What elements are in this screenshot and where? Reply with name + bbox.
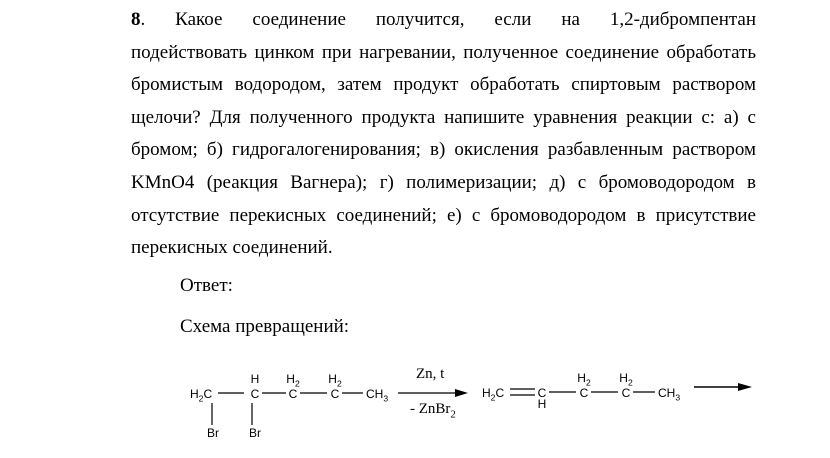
scheme-title: Схема превращений: bbox=[180, 316, 350, 337]
problem-line-5: бромом; б) гидрогалогенирования; в) окисления разбавленным раствором bbox=[131, 139, 756, 161]
arrow-head bbox=[738, 383, 752, 391]
product-c4: C bbox=[621, 386, 631, 400]
reactant-structure bbox=[190, 372, 388, 440]
product-c2: C bbox=[537, 386, 547, 400]
problem-number: 8 bbox=[131, 9, 141, 30]
product-h2-4: $H_2$ bbox=[619, 371, 633, 388]
problem-line-2: подействовать цинком при нагревании, полученное соединение обработать bbox=[131, 41, 756, 63]
condition-above: Zn, t bbox=[416, 366, 445, 382]
reactant-br-2: Br bbox=[249, 426, 261, 440]
problem-line-3: бромистым водородом, затем продукт обработать спиртовым раствором bbox=[131, 74, 756, 96]
reactant-c2: C bbox=[250, 387, 260, 401]
reactant-br-1: Br bbox=[207, 426, 219, 440]
product-h2-3: $H_2$ bbox=[577, 371, 591, 388]
arrow-head bbox=[455, 389, 468, 397]
reactant-c4: C bbox=[330, 387, 340, 401]
condition-below: - ZnBr$_2$ bbox=[410, 401, 456, 421]
problem-line-8: перекисных соединений. bbox=[131, 237, 333, 259]
product-h-bottom: H bbox=[537, 397, 547, 411]
product-c3: C bbox=[579, 386, 589, 400]
product-structure bbox=[482, 371, 680, 411]
problem-line-1: 8. Какое соединение получится, если на 1,2-дибромпентан bbox=[131, 9, 756, 30]
product-ch3: $CH_3$ bbox=[658, 386, 681, 403]
reactant-h2c: $H_2C$ bbox=[190, 387, 213, 404]
problem-line-4: щелочи? Для полученного продукта напишите уравнения реакции с: а) с bbox=[131, 106, 756, 128]
problem-line-6: KMnO4 (реакция Вагнера); г) полимеризации; д) с бромоводородом в bbox=[131, 171, 756, 193]
reactant-h-top: H bbox=[250, 372, 260, 386]
reaction-arrow-2 bbox=[694, 383, 752, 391]
reactant-h2-3: $H_2$ bbox=[286, 372, 300, 389]
problem-line-7: отсутствие перекисных соединений; е) с бромоводородом в присутствие bbox=[131, 204, 756, 226]
product-h2c: $H_2C$ bbox=[482, 386, 505, 403]
reaction-arrow-1 bbox=[398, 366, 468, 421]
reactant-c3: C bbox=[288, 387, 298, 401]
reactant-ch3: $CH_3$ bbox=[366, 387, 389, 404]
answer-label: Ответ: bbox=[180, 275, 233, 296]
reactant-h2-4: $H_2$ bbox=[328, 372, 342, 389]
